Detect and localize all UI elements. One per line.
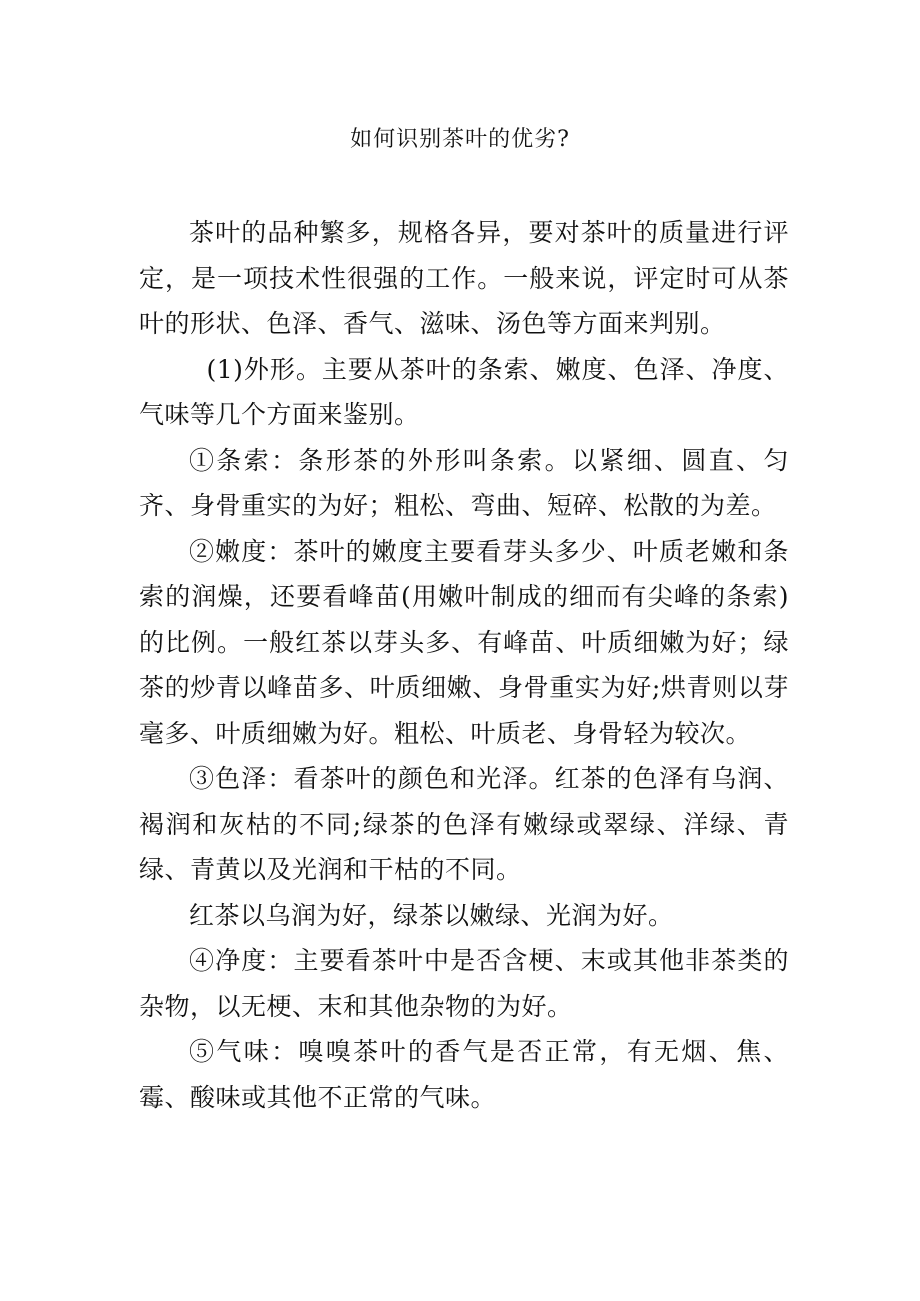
document-body: [139, 210, 789, 1120]
paragraph-color: ③色泽：看茶叶的颜色和光泽。红茶的色泽有乌润、褐润和灰枯的不同;绿茶的色泽有嫩绿或翠绿、洋绿、青绿、青黄以及光润和干枯的不同。: [139, 764, 789, 884]
paragraph-strip-shape: ①条索：条形茶的外形叫条索。以紧细、圆直、匀齐、身骨重实的为好；粗松、弯曲、短碎、松散的为差。: [139, 445, 789, 520]
paragraph-tenderness: ②嫩度：茶叶的嫩度主要看芽头多少、叶质老嫩和条索的润燥，还要看峰苗(用嫩叶制成的细而有尖峰的条索)的比例。一般红茶以芽头多、有峰苗、叶质细嫩为好；绿茶的炒青以峰苗多、叶质细嫩、身骨重实为好;烘青则以芽毫多、叶质细嫩为好。粗松、叶质老、身骨轻为较次。: [139, 536, 789, 748]
paragraph-purity: ④净度：主要看茶叶中是否含梗、末或其他非茶类的杂物，以无梗、末和其他杂物的为好。: [139, 946, 789, 1021]
paragraph-color-summary: 红茶以乌润为好，绿茶以嫩绿、光润为好。: [189, 900, 674, 930]
paragraph-smell: ⑤气味：嗅嗅茶叶的香气是否正常，有无烟、焦、霉、酸味或其他不正常的气味。: [139, 1037, 789, 1112]
page-title: 如何识别茶叶的优劣?: [350, 127, 570, 152]
paragraph-intro: 茶叶的品种繁多，规格各异，要对茶叶的质量进行评定，是一项技术性很强的工作。一般来说，评定时可从茶叶的形状、色泽、香气、滋味、汤色等方面来判别。: [139, 218, 789, 338]
paragraph-appearance: (1)外形。主要从茶叶的条索、嫩度、色泽、净度、气味等几个方面来鉴别。: [139, 354, 789, 429]
